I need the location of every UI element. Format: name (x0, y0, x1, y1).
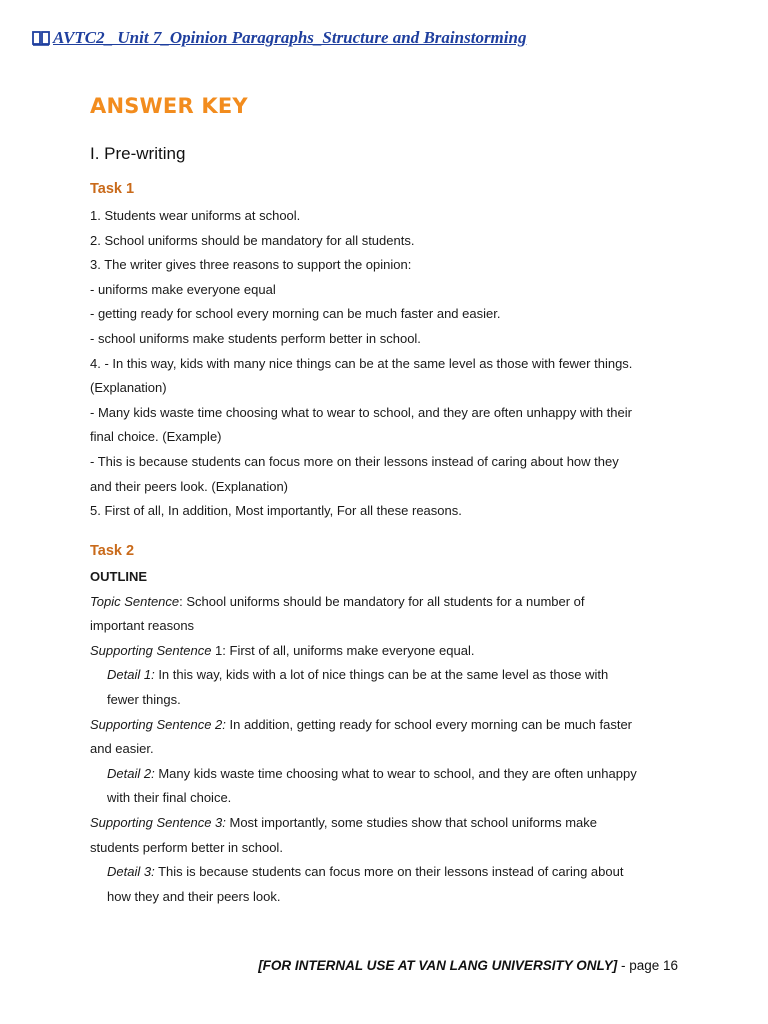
answer-line: 3. The writer gives three reasons to support the opinion: (90, 257, 412, 273)
page-footer (258, 958, 678, 973)
answer-line: - uniforms make everyone equal (90, 281, 276, 297)
answer-line: - This is because students can focus more on their lessons instead of caring about how they (90, 453, 619, 469)
topic-sentence-label: Topic Sentence (90, 593, 180, 609)
supporting-sentence-3-cont: students perform better in school. (90, 839, 283, 855)
answer-line: - school uniforms make students perform better in school. (90, 330, 421, 346)
document-header (32, 28, 526, 48)
answer-line: (Explanation) (90, 380, 167, 396)
supporting-sentence-text: Most importantly, some studies show that school uniforms make (225, 814, 598, 830)
detail-label: Detail 2: (107, 765, 155, 781)
answer-line: - getting ready for school every morning can be much faster and easier. (90, 306, 501, 322)
answer-line: - Many kids waste time choosing what to wear to school, and they are often unhappy with their (90, 404, 632, 420)
book-icon (32, 30, 50, 46)
task1-answers (90, 204, 680, 524)
detail-label: Detail 3: (107, 864, 155, 880)
detail-label: Detail 1: (107, 667, 155, 683)
supporting-sentence-label: Supporting Sentence (90, 642, 212, 658)
supporting-sentence-text: In addition, getting ready for school every morning can be much faster (225, 716, 633, 732)
supporting-sentence-2-cont: and easier. (90, 741, 154, 757)
section-heading: I. Pre-writing (90, 144, 186, 163)
supporting-sentence-label: Supporting Sentence 3: (90, 814, 226, 830)
detail-3 (90, 860, 680, 885)
answer-line: and their peers look. (Explanation) (90, 478, 289, 494)
answer-line: 5. First of all, In addition, Most importantly, For all these reasons. (90, 503, 462, 519)
detail-2-cont: with their final choice. (107, 790, 232, 806)
answer-line: 2. School uniforms should be mandatory for all students. (90, 232, 415, 248)
outline-heading: OUTLINE (90, 569, 148, 584)
detail-2 (90, 762, 680, 787)
supporting-sentence-2 (90, 713, 680, 738)
detail-3-cont: how they and their peers look. (107, 888, 281, 904)
task2-outline (90, 565, 680, 909)
detail-1 (90, 663, 680, 688)
supporting-sentence-label: Supporting Sentence 2: (90, 716, 226, 732)
detail-text: This is because students can focus more on their lessons instead of caring about (154, 864, 624, 880)
supporting-sentence-text: 1: First of all, uniforms make everyone equal. (211, 642, 475, 658)
detail-text: Many kids waste time choosing what to wear to school, and they are often unhappy (154, 765, 637, 781)
page-title: ANSWER KEY (90, 94, 248, 118)
page-number: - page 16 (617, 958, 678, 973)
topic-sentence-text: : School uniforms should be mandatory for all students for a number of (179, 593, 585, 609)
answer-line: 1. Students wear uniforms at school. (90, 208, 301, 223)
supporting-sentence-1 (90, 639, 680, 664)
detail-1-cont: fewer things. (107, 691, 181, 707)
topic-sentence (90, 590, 680, 615)
task1-heading: Task 1 (90, 181, 135, 197)
answer-line: final choice. (Example) (90, 429, 222, 445)
footer-note: [FOR INTERNAL USE AT VAN LANG UNIVERSITY ONLY] (258, 958, 618, 973)
answer-line: 4. - In this way, kids with many nice things can be at the same level as those with fewer things. (90, 355, 633, 371)
header-title: AVTC2_ Unit 7_Opinion Paragraphs_Structure and Brainstorming (53, 28, 527, 47)
detail-text: In this way, kids with a lot of nice things can be at the same level as those with (154, 667, 609, 683)
supporting-sentence-3 (90, 811, 680, 836)
topic-sentence-cont: important reasons (90, 618, 195, 634)
task2-heading: Task 2 (90, 543, 135, 559)
